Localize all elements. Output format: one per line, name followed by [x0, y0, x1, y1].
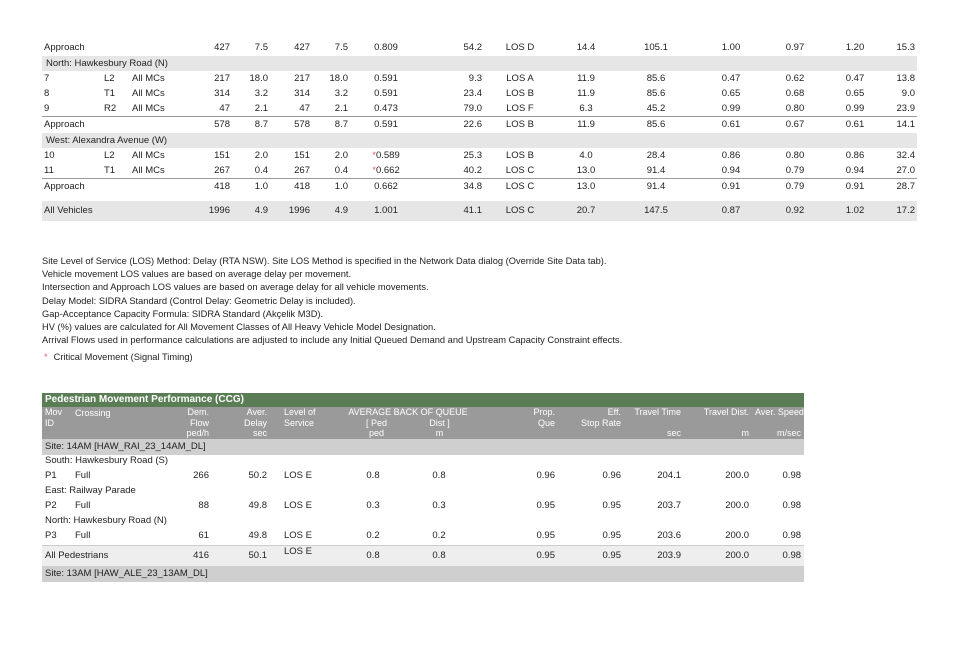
table-cell: LOS C — [484, 179, 556, 196]
table-cell: 50.1 — [212, 545, 270, 566]
table-cell: 0.96 — [536, 469, 555, 481]
table-cell: 0.86 — [721, 149, 741, 161]
table-cell: 28.7 — [886, 179, 917, 196]
note-line: Intersection and Approach LOS values are based on average delay for all vehicle movements. — [42, 282, 429, 293]
critical-star-icon: * — [372, 149, 376, 161]
table-cell: 0.80 — [785, 102, 805, 114]
table-cell: 0.87 — [696, 201, 766, 221]
table-cell: 0.94 — [845, 164, 865, 176]
table-cell: 0.95 — [602, 499, 621, 511]
table-cell: LOS F — [506, 102, 534, 114]
table-cell: 266 — [193, 469, 209, 481]
header-aver-speed: Aver. Speed m/sec — [752, 407, 804, 439]
table-cell: 418 — [270, 179, 312, 196]
table-cell: Full — [75, 499, 91, 511]
table-cell: 0.91 — [824, 179, 886, 196]
critical-movement-legend — [44, 352, 193, 362]
table-cell: 0.473 — [374, 102, 398, 114]
movement-row — [42, 101, 917, 117]
table-cell: 23.9 — [896, 102, 915, 114]
table-cell: 0.91 — [696, 179, 766, 196]
table-cell: All MCs — [132, 149, 165, 161]
table-cell: P2 — [45, 499, 57, 511]
table-cell: 7.5 — [254, 42, 268, 53]
table-cell: 0.98 — [782, 499, 802, 511]
table-cell: 0.97 — [785, 42, 805, 53]
movement-row — [42, 71, 917, 86]
note-line: Arrival Flows used in performance calculations are adjusted to include any Initial Queued Demand and Upstream Capacity Constraint effects. — [42, 335, 623, 346]
table-cell: LOS E — [284, 499, 312, 511]
table-cell: All MCs — [132, 87, 165, 99]
movement-row — [42, 148, 917, 163]
table-cell: 1.02 — [824, 201, 886, 221]
site-label: Site: 14AM [HAW_RAI_23_14AM_DL] — [42, 439, 804, 455]
table-cell: 91.4 — [616, 179, 696, 196]
table-cell: 0.591 — [350, 117, 422, 134]
table-cell: 0.68 — [785, 87, 805, 99]
table-cell — [130, 179, 190, 196]
pedestrian-table-title-row — [42, 393, 804, 407]
site-label: Site: 13AM [HAW_ALE_23_13AM_DL] — [42, 566, 804, 582]
table-cell: 416 — [140, 545, 212, 566]
table-cell: 578 — [190, 117, 232, 134]
table-cell: 200.0 — [725, 529, 749, 541]
pedestrian-section-row — [42, 455, 804, 466]
table-cell: 85.6 — [616, 117, 696, 134]
table-cell: P1 — [45, 469, 57, 481]
table-cell: Approach — [44, 42, 85, 53]
table-cell: 0.79 — [785, 164, 805, 176]
table-cell: 2.0 — [254, 149, 268, 161]
table-cell: 0.80 — [785, 149, 805, 161]
pedestrian-section-row — [42, 515, 804, 526]
table-cell: 6.3 — [579, 102, 593, 114]
table-cell: LOS E — [270, 545, 342, 566]
table-cell: LOS B — [506, 149, 534, 161]
table-cell: 578 — [270, 117, 312, 134]
table-cell: 14.1 — [886, 117, 917, 134]
table-cell: 0.95 — [602, 529, 621, 541]
section-label: West: Alexandra Avenue (W) — [42, 133, 917, 148]
header-aver-delay: Aver. Delay sec — [212, 407, 270, 439]
table-cell: 200.0 — [725, 499, 749, 511]
all-vehicles-row — [42, 201, 917, 221]
table-cell: 0.8 — [432, 469, 446, 481]
table-cell: Approach — [42, 179, 102, 196]
vehicle-section-row — [42, 56, 917, 71]
table-cell: 4.0 — [579, 149, 593, 161]
table-cell: 13.0 — [556, 179, 616, 196]
table-cell: 61 — [198, 529, 209, 541]
table-cell: 0.4 — [254, 164, 268, 176]
site-row — [42, 439, 804, 455]
table-cell: 9.0 — [901, 87, 915, 99]
table-cell: 267 — [214, 164, 230, 176]
table-cell: 13.0 — [576, 164, 596, 176]
approach-row — [42, 40, 917, 56]
note-line: HV (%) values are calculated for All Movement Classes of All Heavy Vehicle Model Designation. — [42, 322, 436, 333]
table-cell: P3 — [45, 529, 57, 541]
table-cell: 0.95 — [536, 499, 555, 511]
table-cell: 23.4 — [463, 87, 482, 99]
table-cell: 7.5 — [334, 42, 348, 53]
table-cell: R2 — [104, 102, 117, 114]
table-cell: 0.98 — [782, 529, 802, 541]
header-travel-time: Travel Time sec — [624, 407, 684, 439]
table-cell: LOS B — [506, 87, 534, 99]
table-cell: 1996 — [190, 201, 232, 221]
note-line: Gap-Acceptance Capacity Formula: SIDRA Standard (Akçelik M3D). — [42, 308, 324, 319]
table-cell — [130, 117, 190, 134]
table-cell: 0.8 — [342, 545, 404, 566]
table-cell — [130, 201, 190, 221]
table-cell: 11.9 — [577, 72, 595, 84]
table-cell: *0.589 — [372, 149, 400, 161]
table-cell: L2 — [104, 72, 115, 84]
table-cell: 22.6 — [422, 117, 484, 134]
table-cell: 47 — [299, 102, 310, 114]
table-cell: 13.8 — [896, 72, 915, 84]
table-cell: 0.2 — [432, 529, 446, 541]
table-cell: 4.9 — [312, 201, 350, 221]
table-cell: 1.001 — [350, 201, 422, 221]
movement-row — [42, 86, 917, 101]
notes — [42, 255, 922, 347]
table-cell: Approach — [42, 117, 102, 134]
header-back-of-queue: AVERAGE BACK OF QUEUE [ Ped Dist ] ped m — [342, 407, 474, 439]
table-cell: 18.0 — [329, 72, 348, 84]
table-cell: 2.1 — [254, 102, 268, 114]
pedestrian-table-header — [42, 407, 804, 439]
table-cell: 0.79 — [766, 179, 824, 196]
table-cell: 0.591 — [374, 87, 398, 99]
header-dem-flow: Dem. Flow ped/h — [140, 407, 212, 439]
table-cell: 85.6 — [646, 87, 666, 99]
table-cell: 32.4 — [896, 149, 915, 161]
table-cell: 41.1 — [422, 201, 484, 221]
table-cell: T1 — [104, 164, 116, 176]
table-cell: L2 — [104, 149, 115, 161]
table-cell: 314 — [294, 87, 310, 99]
table-cell: 0.8 — [404, 545, 474, 566]
table-cell: 0.67 — [766, 117, 824, 134]
table-cell — [102, 201, 130, 221]
pedestrian-movement-table — [42, 393, 804, 582]
table-cell: 1.00 — [721, 42, 741, 53]
table-cell: 79.0 — [463, 102, 482, 114]
table-cell: 8 — [44, 87, 50, 99]
table-cell: 11.9 — [577, 87, 595, 99]
pedestrian-row — [42, 466, 804, 485]
table-cell: 0.95 — [474, 545, 558, 566]
table-cell: 85.6 — [646, 72, 666, 84]
table-cell: 40.2 — [463, 164, 482, 176]
table-cell: All Vehicles — [42, 201, 102, 221]
table-cell: 14.4 — [576, 42, 596, 53]
table-cell: 418 — [190, 179, 232, 196]
table-cell: 0.47 — [845, 72, 865, 84]
table-cell: 49.8 — [248, 529, 267, 541]
table-cell: 0.47 — [721, 72, 741, 84]
table-cell: 9 — [44, 102, 50, 114]
table-cell: 47 — [219, 102, 230, 114]
table-cell: 8.7 — [232, 117, 270, 134]
table-cell: 7 — [44, 72, 50, 84]
table-cell: 0.591 — [374, 72, 398, 84]
table-cell: 1.0 — [312, 179, 350, 196]
table-cell: 17.2 — [886, 201, 917, 221]
table-cell: 1.0 — [232, 179, 270, 196]
critical-star-icon: * — [372, 164, 376, 176]
table-cell: 0.92 — [766, 201, 824, 221]
table-cell: 203.7 — [657, 499, 681, 511]
table-cell: 45.2 — [646, 102, 666, 114]
note-line: Vehicle movement LOS values are based on average delay per movement. — [42, 269, 352, 280]
section-label: South: Hawkesbury Road (S) — [45, 454, 169, 466]
table-cell: LOS E — [284, 529, 312, 541]
table-cell: All Pedestrians — [42, 545, 140, 566]
table-cell: 20.7 — [556, 201, 616, 221]
table-cell: All MCs — [132, 164, 165, 176]
movement-row — [42, 163, 917, 179]
table-cell: 0.65 — [845, 87, 865, 99]
table-cell: 2.0 — [334, 149, 348, 161]
table-cell: 28.4 — [646, 149, 666, 161]
table-cell: 0.95 — [536, 529, 555, 541]
table-cell: 200.0 — [725, 469, 749, 481]
table-cell: 10 — [44, 149, 55, 161]
table-cell: 91.4 — [646, 164, 666, 176]
table-cell: 147.5 — [616, 201, 696, 221]
table-cell: LOS A — [506, 72, 534, 84]
pedestrian-row — [42, 496, 804, 515]
table-cell: 0.98 — [752, 545, 804, 566]
table-cell: 0.95 — [558, 545, 624, 566]
site-row — [42, 566, 804, 582]
table-cell: 427 — [214, 42, 230, 53]
table-cell: 204.1 — [657, 469, 681, 481]
section-label: North: Hawkesbury Road (N) — [42, 56, 917, 71]
table-cell: 0.809 — [374, 42, 398, 53]
table-cell: 0.61 — [824, 117, 886, 134]
approach-row — [42, 117, 917, 134]
legend-label: Critical Movement (Signal Timing) — [53, 352, 193, 362]
table-cell: 203.6 — [657, 529, 681, 541]
table-cell: 0.8 — [366, 469, 380, 481]
table-cell: 0.62 — [785, 72, 805, 84]
table-cell: LOS C — [505, 164, 535, 176]
table-cell: 217 — [294, 72, 310, 84]
table-cell: 15.3 — [896, 42, 915, 53]
table-cell: 9.3 — [468, 72, 482, 84]
header-travel-dist: Travel Dist. m — [684, 407, 752, 439]
table-cell: 8.7 — [312, 117, 350, 134]
table-cell: 1996 — [270, 201, 312, 221]
table-cell: 4.9 — [232, 201, 270, 221]
table-cell: 54.2 — [463, 42, 482, 53]
table-cell: 11 — [44, 164, 54, 176]
table-cell: LOS D — [505, 42, 535, 53]
header-los: Level of Service — [270, 407, 342, 439]
table-cell: 3.2 — [334, 87, 348, 99]
table-cell: 88 — [198, 499, 209, 511]
table-cell: 49.8 — [248, 499, 267, 511]
table-cell: 0.61 — [696, 117, 766, 134]
table-cell: 18.0 — [249, 72, 268, 84]
table-cell: All MCs — [132, 102, 165, 114]
pedestrian-row — [42, 526, 804, 546]
table-cell: 1.20 — [845, 42, 865, 53]
table-cell: 2.1 — [334, 102, 348, 114]
table-cell: 217 — [214, 72, 230, 84]
vehicle-section-row — [42, 133, 917, 148]
header-mov-id: Mov ID — [42, 407, 72, 439]
table-cell: 0.98 — [782, 469, 802, 481]
header-prop-que: Prop. Que — [474, 407, 558, 439]
table-cell: 34.8 — [422, 179, 484, 196]
table-cell: 0.96 — [602, 469, 621, 481]
table-cell: 0.99 — [845, 102, 865, 114]
note-line: Site Level of Service (LOS) Method: Delay (RTA NSW). Site LOS Method is specified in the Network Data dialog (Override Site Data tab). — [42, 256, 607, 266]
table-cell: All MCs — [132, 72, 165, 84]
table-cell: 0.662 — [350, 179, 422, 196]
header-crossing: Crossing — [72, 407, 140, 439]
table-cell: LOS B — [484, 117, 556, 134]
table-cell — [102, 40, 130, 56]
vehicle-movement-table — [42, 40, 917, 221]
table-cell: 0.2 — [366, 529, 380, 541]
table-cell: Full — [75, 469, 91, 481]
table-cell: 200.0 — [684, 545, 752, 566]
table-cell: 105.1 — [644, 42, 668, 53]
table-cell: 0.4 — [334, 164, 348, 176]
note-line: Delay Model: SIDRA Standard (Control Delay: Geometric Delay is included). — [42, 295, 356, 306]
table-cell: 203.9 — [624, 545, 684, 566]
table-cell: 0.94 — [721, 164, 741, 176]
table-cell: 11.9 — [556, 117, 616, 134]
table-cell: 427 — [294, 42, 310, 53]
header-eff-stop: Eff. Stop Rate — [558, 407, 624, 439]
table-cell: 0.3 — [366, 499, 380, 511]
table-cell: 151 — [294, 149, 310, 161]
all-pedestrians-row — [42, 545, 804, 566]
table-cell: 0.65 — [721, 87, 741, 99]
table-cell — [102, 179, 130, 196]
table-cell: 3.2 — [254, 87, 268, 99]
table-cell: 25.3 — [463, 149, 482, 161]
section-label: North: Hawkesbury Road (N) — [45, 514, 167, 526]
pedestrian-table-title: Pedestrian Movement Performance (CCG) — [42, 393, 804, 407]
critical-star-icon: * — [44, 352, 48, 362]
table-cell: 0.3 — [432, 499, 446, 511]
table-cell: LOS C — [484, 201, 556, 221]
table-cell: 0.86 — [845, 149, 865, 161]
section-label: East: Railway Parade — [45, 484, 136, 496]
table-cell: 50.2 — [248, 469, 267, 481]
table-cell: 27.0 — [896, 164, 915, 176]
table-cell: LOS E — [284, 469, 312, 481]
approach-row — [42, 179, 917, 196]
table-cell — [130, 40, 190, 56]
table-cell: 267 — [294, 164, 310, 176]
table-cell: Full — [75, 529, 91, 541]
table-cell: *0.662 — [372, 164, 400, 176]
table-cell: 151 — [214, 149, 230, 161]
table-cell: T1 — [104, 87, 116, 99]
table-cell: 314 — [214, 87, 230, 99]
pedestrian-section-row — [42, 485, 804, 496]
table-cell — [102, 117, 130, 134]
table-cell: 0.99 — [721, 102, 741, 114]
